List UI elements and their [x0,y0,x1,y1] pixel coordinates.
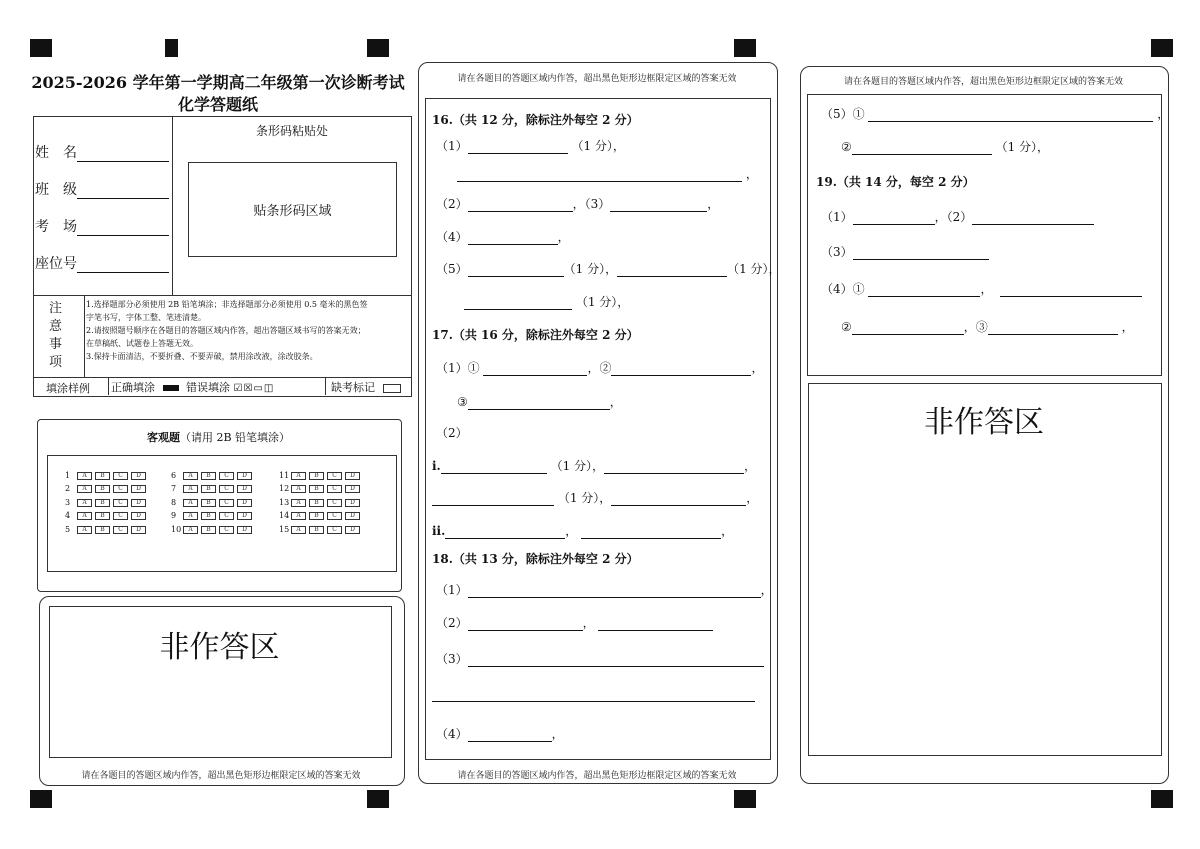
choice-row [279,498,363,507]
choice-row [171,498,255,507]
q17-2i[interactable]: i. （1 分）， ， [432,459,757,473]
warning-note: 请在各题目的答题区域内作答，超出黑色矩形边框限定区域的答案无效 [81,771,361,781]
choice-bubble[interactable]: A [77,499,92,507]
choice-row [171,511,255,520]
choice-bubble[interactable]: D [131,472,146,480]
choice-bubble[interactable]: D [237,485,252,493]
question-number: 14 [279,511,290,521]
choice-row [279,471,363,480]
question-number: 9 [171,511,177,521]
filled-mark-icon [163,385,179,391]
choice-row [65,498,149,507]
registration-mark [367,39,389,57]
choice-bubble[interactable]: A [183,499,198,507]
choice-bubble[interactable]: D [237,526,252,534]
choice-bubble[interactable]: C [113,512,128,520]
q18-2[interactable]: （2） ， [436,615,713,631]
choice-bubble[interactable]: C [327,512,342,520]
q16-2-3[interactable]: （2） ，（3） ， [436,197,720,211]
choice-bubble[interactable]: C [327,472,342,480]
notes-text: 1.选择题部分必须使用 2B 铅笔填涂；非选择题部分必须使用 0.5 毫米的黑色签 字笔书写，字体工整、笔迹清楚。 2.请按照题号顺序在各题目的答题区域内作答，超出答题区域书写的答案无效； 在草稿纸、试题卷上答题无效。 3.保持卡面清洁，不要折叠、不要弄破，禁用涂改液，涂改胶条。 [86,300,368,361]
choice-bubble[interactable]: A [77,472,92,480]
choice-bubble[interactable]: D [237,472,252,480]
choice-row [279,484,363,493]
fill-sample-row: 正确填涂 错误填涂 ☑☒▭◫ [111,381,275,394]
warning-note: 请在各题目的答题区域内作答，超出黑色矩形边框限定区域的答案无效 [457,74,737,84]
exam-title: 2025-2026 学年第一学期高二年级第一次诊断考试 [31,73,405,92]
choice-row [65,484,149,493]
q16-5b[interactable]: （1 分）， [464,294,629,310]
choice-bubble[interactable]: B [95,485,110,493]
q18-5b[interactable]: ② （1 分）， [841,140,1050,154]
choice-row [171,525,255,534]
question-number: 15 [279,524,290,534]
q17-1[interactable]: （1）① ，② ， [436,361,764,375]
choice-bubble[interactable]: C [219,485,234,493]
name-field[interactable]: 姓 名 [35,142,169,162]
question-number: 8 [171,497,177,507]
q19-4[interactable]: （4）① ， [821,281,1142,297]
choice-bubble[interactable]: D [345,526,360,534]
choice-bubble[interactable]: B [309,499,324,507]
choice-bubble[interactable]: B [201,512,216,520]
non-answer-zone-label: 非作答区 [159,630,280,665]
q18-heading: 18.（共 13 分，除标注外每空 2 分） [432,552,639,566]
q19-1-2[interactable]: （1） ，（2） [821,209,1094,225]
warning-note: 请在各题目的答题区域内作答，超出黑色矩形边框限定区域的答案无效 [457,771,737,781]
registration-mark [367,790,389,808]
q19-4b[interactable]: ② ，③ ， [841,320,1134,334]
choice-bubble[interactable]: C [113,526,128,534]
registration-mark [734,39,756,57]
registration-mark [734,790,756,808]
q16-1[interactable]: （1） （1 分）， [436,139,625,153]
choice-bubble[interactable]: B [95,472,110,480]
choice-bubble[interactable]: C [219,526,234,534]
choice-bubble[interactable]: B [95,512,110,520]
choice-bubble[interactable]: B [309,512,324,520]
choice-bubble[interactable]: A [183,485,198,493]
registration-mark [30,39,52,57]
seat-field[interactable]: 座位号 [35,253,169,273]
choice-bubble[interactable]: A [291,526,306,534]
choice-bubble[interactable]: C [113,485,128,493]
choice-bubble[interactable]: D [345,512,360,520]
choice-bubble[interactable]: D [345,485,360,493]
q19-3[interactable]: （3） [821,244,989,260]
choice-bubble[interactable]: D [345,472,360,480]
choice-bubble[interactable]: D [237,499,252,507]
choice-bubble[interactable]: A [183,526,198,534]
question-number: 7 [171,484,177,494]
registration-mark [30,790,52,808]
sheet-title: 化学答题纸 [177,95,258,114]
q16-5[interactable]: （5） （1 分）， （1 分）， [436,262,781,276]
choice-bubble[interactable]: A [291,485,306,493]
class-field[interactable]: 班 级 [35,179,169,199]
q17-2i-b[interactable]: （1 分）， ， [432,490,758,506]
choice-bubble[interactable]: C [219,472,234,480]
q16-4[interactable]: （4） ， [436,230,570,244]
choice-bubble[interactable]: A [291,499,306,507]
wrong-mark-icons: ☑☒▭◫ [233,383,275,394]
choice-bubble[interactable]: B [201,485,216,493]
choice-bubble[interactable]: C [327,526,342,534]
registration-mark [1151,39,1173,57]
choice-bubble[interactable]: D [131,499,146,507]
q17-2: （2） [436,426,468,440]
question-number: 12 [279,484,290,494]
choice-row [279,525,363,534]
choice-bubble[interactable]: C [327,485,342,493]
question-number: 13 [279,497,290,507]
exam-room-field[interactable]: 考 场 [35,216,169,236]
non-answer-zone-label: 非作答区 [924,405,1044,440]
choice-bubble[interactable]: D [131,485,146,493]
question-number: 3 [65,497,71,507]
absent-box-icon [383,384,401,393]
choice-bubble[interactable]: A [77,512,92,520]
choice-bubble[interactable]: B [201,526,216,534]
choice-row [65,471,149,480]
choice-bubble[interactable]: C [219,499,234,507]
choice-bubble[interactable]: B [309,485,324,493]
choice-bubble[interactable]: A [291,512,306,520]
q18-3[interactable]: （3） [436,651,764,667]
q19-heading: 19.（共 14 分，每空 2 分） [816,175,975,189]
question-number: 11 [279,471,290,480]
choice-row [65,511,149,520]
barcode-area: 贴条形码区域 [188,162,397,257]
question-number: 4 [65,511,71,521]
objective-title: 客观题（请用 2B 铅笔填涂） [146,431,291,444]
choice-bubble[interactable]: B [95,526,110,534]
q17-1c[interactable]: ③ ， [457,395,622,409]
choice-bubble[interactable]: D [131,526,146,534]
choice-bubble[interactable]: D [237,512,252,520]
choice-bubble[interactable]: A [77,526,92,534]
choice-bubble[interactable]: B [95,499,110,507]
q17-2ii[interactable]: ii. ， ， [432,524,734,538]
choice-bubble[interactable]: B [201,472,216,480]
question-number: 5 [65,524,71,534]
choice-row [171,484,255,493]
registration-mark [1151,790,1173,808]
choice-bubble[interactable]: C [113,499,128,507]
choice-bubble[interactable]: A [183,512,198,520]
choice-bubble[interactable]: B [309,472,324,480]
q18-5[interactable]: （5）① ， [821,107,1170,121]
question-number: 6 [171,471,177,480]
choice-row [65,525,149,534]
barcode-label: 条形码粘贴处 [255,124,328,138]
registration-mark [165,39,178,57]
q18-3-line2[interactable] [432,701,755,702]
warning-note: 请在各题目的答题区域内作答，超出黑色矩形边框限定区域的答案无效 [843,77,1123,87]
choice-bubble[interactable]: B [201,499,216,507]
choice-bubble[interactable]: A [291,472,306,480]
q18-1[interactable]: （1） ， [436,583,773,597]
choice-bubble[interactable]: D [131,512,146,520]
choice-bubble[interactable]: D [345,499,360,507]
fill-sample-label: 填涂样例 [46,382,90,395]
choice-row [279,511,363,520]
choice-row [171,471,255,480]
choice-bubble[interactable]: C [113,472,128,480]
choice-bubble[interactable]: A [77,485,92,493]
q18-4[interactable]: （4） ， [436,727,564,741]
absent-mark[interactable]: 缺考标记 [331,379,401,395]
choice-bubble[interactable]: A [183,472,198,480]
choice-bubble[interactable]: C [327,499,342,507]
question-number: 10 [171,524,182,534]
notes-heading: 注 意 事 项 [49,301,63,370]
choice-bubble[interactable]: B [309,526,324,534]
q16-heading: 16.（共 12 分，除标注外每空 2 分） [432,113,639,127]
choice-bubble[interactable]: C [219,512,234,520]
question-number: 1 [65,471,71,480]
q16-1b[interactable]: ， [457,166,758,182]
question-number: 2 [65,484,71,494]
q17-heading: 17.（共 16 分，除标注外每空 2 分） [432,328,639,342]
